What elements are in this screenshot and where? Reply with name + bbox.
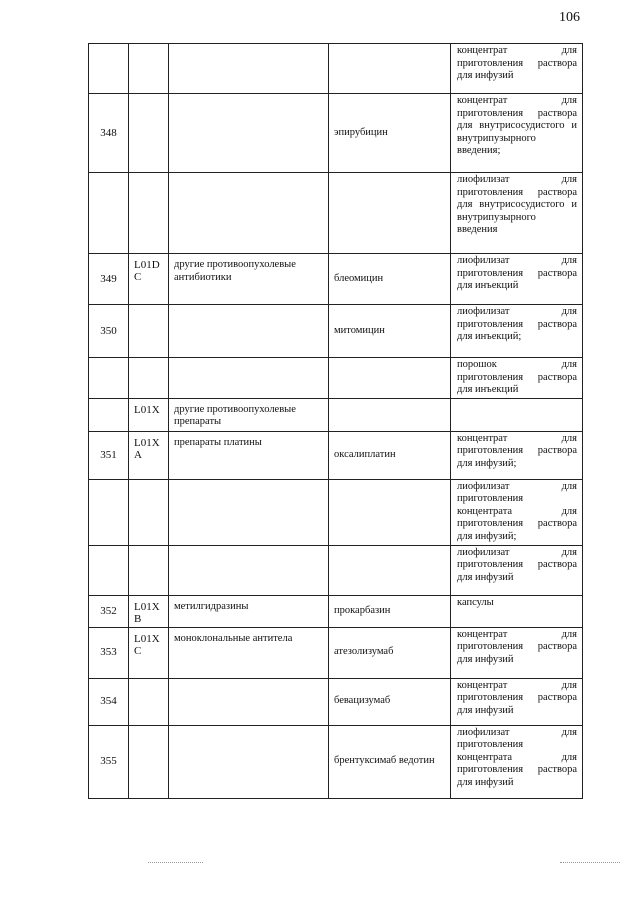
drug-name-cell	[329, 44, 451, 94]
scan-mark	[560, 862, 620, 863]
table-row	[89, 173, 583, 254]
group-name-cell: препараты платины	[169, 431, 329, 479]
row-number-cell	[89, 479, 129, 545]
group-name-cell	[169, 305, 329, 358]
dosage-form-cell: капсулы	[451, 595, 583, 627]
atc-code-cell	[129, 305, 169, 358]
group-name-cell: метилгидразины	[169, 595, 329, 627]
row-number-cell: 350	[89, 305, 129, 358]
drug-name-cell: прокарбазин	[329, 595, 451, 627]
dosage-form-cell: порошок для приготовления раствора для инъекций	[451, 358, 583, 399]
dosage-form-cell: лиофилизат для приготовления концентрата для приготовления раствора для инфузий	[451, 725, 583, 798]
scan-footer-marks	[140, 862, 620, 866]
drug-name-cell	[329, 173, 451, 254]
drug-name-cell	[329, 479, 451, 545]
drug-name-cell: атезолизумаб	[329, 627, 451, 678]
dosage-form-cell: лиофилизат для приготовления раствора для инъекций	[451, 254, 583, 305]
drug-name-cell	[329, 358, 451, 399]
scan-mark	[148, 862, 203, 863]
row-number-cell	[89, 398, 129, 431]
row-number-cell	[89, 44, 129, 94]
table-row	[89, 627, 583, 678]
atc-code-cell	[129, 725, 169, 798]
table-row	[89, 595, 583, 627]
table-row	[89, 398, 583, 431]
table-row	[89, 305, 583, 358]
drug-name-cell: митомицин	[329, 305, 451, 358]
dosage-form-cell: лиофилизат для приготовления раствора для инфузий	[451, 545, 583, 595]
group-name-cell	[169, 173, 329, 254]
row-number-cell: 352	[89, 595, 129, 627]
row-number-cell: 354	[89, 678, 129, 725]
atc-code-cell: L01X A	[129, 431, 169, 479]
table-row	[89, 725, 583, 798]
row-number-cell: 351	[89, 431, 129, 479]
dosage-form-cell: концентрат для приготовления раствора для инфузий	[451, 44, 583, 94]
atc-code-cell	[129, 678, 169, 725]
dosage-form-cell: лиофилизат для приготовления раствора для инъекций;	[451, 305, 583, 358]
atc-code-cell: L01X	[129, 398, 169, 431]
dosage-form-cell: концентрат для приготовления раствора для инфузий	[451, 627, 583, 678]
group-name-cell	[169, 678, 329, 725]
table-row	[89, 94, 583, 173]
row-number-cell: 353	[89, 627, 129, 678]
drug-table	[88, 43, 583, 799]
atc-code-cell	[129, 44, 169, 94]
atc-code-cell	[129, 358, 169, 399]
drug-name-cell: бевацизумаб	[329, 678, 451, 725]
group-name-cell	[169, 94, 329, 173]
drug-name-cell	[329, 545, 451, 595]
atc-code-cell	[129, 545, 169, 595]
drug-name-cell: блеомицин	[329, 254, 451, 305]
dosage-form-cell	[451, 398, 583, 431]
group-name-cell	[169, 44, 329, 94]
drug-name-cell: брентуксимаб ведотин	[329, 725, 451, 798]
atc-code-cell: L01X B	[129, 595, 169, 627]
row-number-cell	[89, 358, 129, 399]
table-row	[89, 44, 583, 94]
group-name-cell	[169, 358, 329, 399]
atc-code-cell	[129, 94, 169, 173]
row-number-cell	[89, 173, 129, 254]
group-name-cell	[169, 725, 329, 798]
table-row	[89, 431, 583, 479]
group-name-cell	[169, 545, 329, 595]
table-row	[89, 678, 583, 725]
dosage-form-cell: лиофилизат для приготовления раствора для внутрисосудистого и внутрипузырного введения	[451, 173, 583, 254]
table-row	[89, 254, 583, 305]
dosage-form-cell: лиофилизат для приготовления концентрата для приготовления раствора для инфузий;	[451, 479, 583, 545]
dosage-form-cell: концентрат для приготовления раствора для внутрисосудистого и внутрипузырного введения;	[451, 94, 583, 173]
drug-name-cell	[329, 398, 451, 431]
dosage-form-cell: концентрат для приготовления раствора для инфузий;	[451, 431, 583, 479]
group-name-cell: моноклональные антитела	[169, 627, 329, 678]
table-row	[89, 545, 583, 595]
drug-name-cell: оксалиплатин	[329, 431, 451, 479]
row-number-cell	[89, 545, 129, 595]
group-name-cell	[169, 479, 329, 545]
group-name-cell: другие противоопухолевые антибиотики	[169, 254, 329, 305]
atc-code-cell	[129, 479, 169, 545]
table-row	[89, 358, 583, 399]
atc-code-cell: L01D C	[129, 254, 169, 305]
table-row	[89, 479, 583, 545]
row-number-cell: 349	[89, 254, 129, 305]
group-name-cell: другие противоопухолевые препараты	[169, 398, 329, 431]
dosage-form-cell: концентрат для приготовления раствора для инфузий	[451, 678, 583, 725]
drug-name-cell: эпирубицин	[329, 94, 451, 173]
atc-code-cell	[129, 173, 169, 254]
atc-code-cell: L01X C	[129, 627, 169, 678]
row-number-cell: 355	[89, 725, 129, 798]
page-number: 106	[559, 10, 580, 25]
row-number-cell: 348	[89, 94, 129, 173]
